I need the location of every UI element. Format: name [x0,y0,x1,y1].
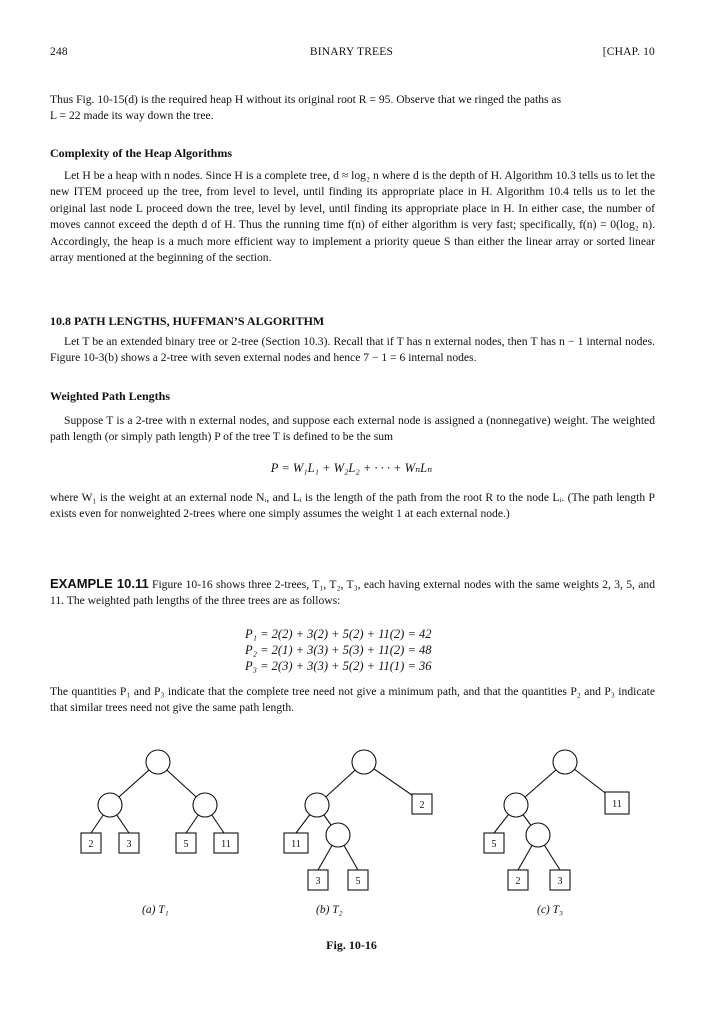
paragraph-complexity: Let H be a heap with n nodes. Since H is a complete tree, d ≈ log₂ n where d is the depth of H. Algorithm 10.3 tells us to let the new ITEM proceed up the tree, from level to level, until finding its appropriate place in H. Algorithm 10.4 tells us to let the original last node L proceed down the tree, level by level, until finding its appropriate place in H. In either case, the number of moves cannot exceed the depth d of H. Thus the running time f(n) of either algorithm is very fast; specifically, f(n) = 0(log₂ n). Accordingly, the heap is a much more efficient way to implement a priority queue S than either the linear array or sorted linear array mentioned at the beginning of the section. [50,169,655,265]
section-heading: 10.8 PATH LENGTHS, HUFFMAN’S ALGORITHM [50,314,325,328]
example-text: Figure 10-16 shows three 2-trees, T₁, T₂, T₃, each having external nodes with the same weights 2, 3, 5, and 11. The weighted path lengths of the three trees are as follows: [50,578,655,608]
figure-caption: Fig. 10-16 [326,938,377,952]
weight-label: 2 [515,876,521,887]
weight-label: 2 [419,800,425,811]
caption-tree-b: (b) T₂ [316,904,343,916]
figure-10-16 [0,730,703,900]
weight-label: 5 [355,876,361,887]
paragraph-weight-explanation: where W₁ is the weight at an external node Nᵢ, and Lᵢ is the length of the path from the root R to the node Lᵢ. (The path length P exists even for nonweighted 2-trees where one simply assumes the weight 1 at each external node.) [50,491,655,521]
chapter-label: [CHAP. 10 [602,46,655,58]
example-label: EXAMPLE 10.11 [50,576,149,591]
internal-node [526,823,550,847]
weight-label: 5 [491,839,497,850]
equation-p1: P₁ = 2(2) + 3(2) + 5(2) + 11(2) = 42 [245,627,432,641]
weight-label: 11 [612,799,622,810]
equation-path-length: P = W₁L₁ + W₂L₂ + · · · + WₙLₙ [270,461,433,475]
internal-node [326,823,350,847]
caption-tree-a: (a) T₁ [142,904,169,916]
weight-label: 3 [315,876,321,887]
paragraph-line: L = 22 made its way down the tree. [50,109,214,123]
weight-label: 3 [557,876,563,887]
internal-node [504,793,528,817]
equation-p2: P₂ = 2(1) + 3(3) + 5(3) + 11(2) = 48 [245,643,432,657]
example-block [50,576,655,610]
internal-node [146,750,170,774]
tree-c [484,750,629,890]
paragraph-heap-result [50,92,655,125]
equation-p3: P₃ = 2(3) + 3(3) + 5(2) + 11(1) = 36 [245,659,432,673]
internal-node [352,750,376,774]
caption-tree-c: (c) T₃ [537,904,564,916]
tree-b [284,750,432,890]
paragraph-conclusion: The quantities P₁ and P₃ indicate that the complete tree need not give a minimum path, and that the quantities P₂ and P₃ indicate that similar trees need not give the same path length. [50,685,655,715]
paragraph-2-tree: Let T be an extended binary tree or 2-tree (Section 10.3). Recall that if T has n external nodes, then T has n − 1 internal nodes. Figure 10-3(b) shows a 2-tree with seven external nodes and hence 7 − 1 = 6 internal nodes. [50,335,655,365]
weight-label: 5 [183,839,189,850]
tree-a [81,750,238,853]
page-number: 248 [50,46,68,58]
subsection-heading-weighted: Weighted Path Lengths [50,389,171,403]
internal-node [553,750,577,774]
weight-label: 3 [126,839,132,850]
running-title: BINARY TREES [309,46,394,58]
weight-label: 2 [88,839,94,850]
internal-node [305,793,329,817]
subsection-heading-complexity: Complexity of the Heap Algorithms [50,146,232,160]
weight-label: 11 [291,839,301,850]
internal-node [193,793,217,817]
paragraph-weighted-def: Suppose T is a 2-tree with n external nodes, and suppose each external node is assigned a (nonnegative) weight. The weighted path length (or simply path length) P of the tree T is defined to be the sum [50,414,655,444]
internal-node [98,793,122,817]
weight-label: 11 [221,839,231,850]
paragraph-line: Thus Fig. 10-15(d) is the required heap H without its original root R = 95. Observe that we ringed the paths as [50,93,562,106]
